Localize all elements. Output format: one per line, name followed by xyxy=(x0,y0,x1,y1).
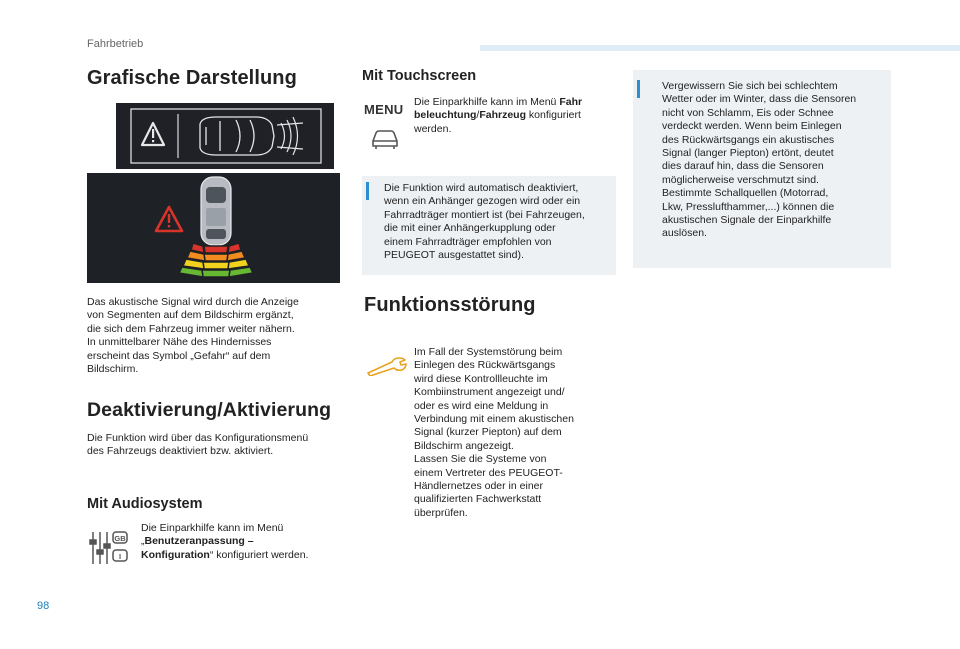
menu-icon-label: MENU xyxy=(364,102,404,117)
text-line: Wetter oder im Winter, dass die Sensoren xyxy=(662,93,857,106)
text-line: In unmittelbarer Nähe des Hindernisses xyxy=(87,336,272,349)
menu-path-bold: Konfiguration xyxy=(141,548,210,561)
text-line: verdeckt werden. Wenn beim Einlegen xyxy=(662,120,842,133)
text-line: wenn ein Anhänger gezogen wird oder ein xyxy=(384,195,581,208)
text-line: erscheint das Symbol „Gefahr“ auf dem xyxy=(87,349,271,362)
text-line: des Rückwärtsgangs ein akustisches xyxy=(662,133,835,146)
text-line: nicht von Schlamm, Eis oder Schnee xyxy=(662,106,834,119)
parking-display-top xyxy=(116,103,334,169)
audio-text xyxy=(141,522,308,562)
menu-path-bold: Fahr xyxy=(559,96,583,108)
text-line: einem Vertreter des PEUGEOT- xyxy=(414,466,563,479)
text-line: Vergewissern Sie sich bei schlechtem xyxy=(662,80,838,92)
gb-button-label: GB xyxy=(114,534,126,543)
audio-settings-icon xyxy=(88,530,134,566)
text-line: oder es wird eine Meldung in xyxy=(414,399,549,412)
info-box-trailer xyxy=(362,176,616,275)
text-line: Bildschirm. xyxy=(87,363,139,376)
text-line: von Segmenten auf dem Bildschirm ergänzt, xyxy=(87,309,294,322)
car-outline-icon xyxy=(200,117,274,155)
touchscreen-text xyxy=(414,96,582,136)
text-line: Fahrradträger montiert ist (bei Fahrzeugen, xyxy=(384,208,585,221)
menu-path-bold: beleuchtung xyxy=(414,109,477,122)
malfunction-text xyxy=(414,346,574,520)
parking-display-top-illustration xyxy=(116,103,334,169)
text-line: Verbindung mit einem akustischen xyxy=(414,413,574,426)
text-line: dies darauf hin, dass die Sensoren xyxy=(662,160,824,173)
deactivation-text xyxy=(87,432,308,459)
car-settings-icon xyxy=(370,127,400,151)
text-line: Das akustische Signal wird durch die Anzeige xyxy=(87,296,299,308)
text-line: Bestimmte Schallquellen (Motorrad, xyxy=(662,187,829,200)
info-text-trailer xyxy=(384,182,585,262)
info-accent-bar xyxy=(366,182,369,200)
text-line: die sich dem Fahrzeug immer weiter nähern. xyxy=(87,322,295,335)
text-rest: “ konfiguriert werden. xyxy=(209,548,309,561)
info-box-sensors xyxy=(633,70,891,268)
text-line: Die Einparkhilfe kann im Menü xyxy=(141,522,284,534)
title-funktionsstoerung: Funktionsstörung xyxy=(364,294,536,316)
i-button-label: I xyxy=(118,552,122,561)
info-text-sensors xyxy=(662,80,856,241)
text-line: Bildschirm angezeigt. xyxy=(414,439,514,452)
sensor-arcs-outline xyxy=(277,117,303,155)
text-line: Lassen Sie die Systeme von xyxy=(414,453,547,466)
text-line: wird diese Kontrollleuchte im xyxy=(414,372,548,385)
header-bar xyxy=(480,45,960,51)
page-number: 98 xyxy=(37,600,50,612)
parking-display-bottom-illustration xyxy=(87,173,340,283)
separator: / xyxy=(476,109,480,122)
text-line: Lkw, Presslufthammer,...) können die xyxy=(662,200,835,213)
text-line: überprüfen. xyxy=(414,506,468,519)
text-line: PEUGEOT ausgestattet sind). xyxy=(384,249,524,262)
section-header: Fahrbetrieb xyxy=(87,38,144,50)
text-line: akustischen Signale der Einparkhilfe xyxy=(662,214,832,227)
text-pre: Die Einparkhilfe kann im Menü xyxy=(414,96,560,108)
text-line: Die Funktion wird über das Konfigurationsmenü xyxy=(87,432,309,444)
parking-display-bottom xyxy=(87,173,340,283)
title-mit-audiosystem: Mit Audiosystem xyxy=(87,496,203,512)
text-line: des Fahrzeugs deaktiviert bzw. aktiviert. xyxy=(87,445,274,458)
text-line: Die Funktion wird automatisch deaktiviert, xyxy=(384,182,579,194)
title-mit-touchscreen: Mit Touchscreen xyxy=(362,68,477,84)
text-line: möglicherweise verschmutzt sind. xyxy=(662,173,819,186)
quote-open: „ xyxy=(141,535,145,548)
text-line: Signal (kurzer Piepton) auf dem xyxy=(414,426,562,439)
text-line: die mit einer Anhängerkupplung oder xyxy=(384,222,556,235)
text-line: auslösen. xyxy=(662,227,707,240)
text-line: Im Fall der Systemstörung beim xyxy=(414,346,563,358)
description-text xyxy=(87,296,299,376)
menu-path-bold: Fahrzeug xyxy=(479,109,527,122)
car-icon xyxy=(201,177,231,245)
warning-triangle-icon xyxy=(142,123,164,145)
text-rest: konfiguriert xyxy=(526,109,581,122)
text-line: Kombiinstrument angezeigt und/ xyxy=(414,386,565,399)
text-line: werden. xyxy=(414,122,452,135)
text-line: einem Fahrradträger empfohlen von xyxy=(384,235,552,248)
title-grafische-darstellung: Grafische Darstellung xyxy=(87,67,297,89)
text-line: Signal (langer Piepton) ertönt, deutet xyxy=(662,147,834,160)
wrench-icon xyxy=(366,356,410,376)
info-accent-bar xyxy=(637,80,640,98)
title-deaktivierung: Deaktivierung/Aktivierung xyxy=(87,399,332,421)
text-line: qualifizierten Fachwerkstatt xyxy=(414,493,542,506)
text-line: Einlegen des Rückwärtsgangs xyxy=(414,359,556,372)
parking-segments xyxy=(179,243,253,277)
text-line: Händlernetzes oder in einer xyxy=(414,480,543,493)
danger-triangle-icon xyxy=(156,207,182,231)
menu-path-bold: Benutzeranpassung – xyxy=(144,535,254,548)
